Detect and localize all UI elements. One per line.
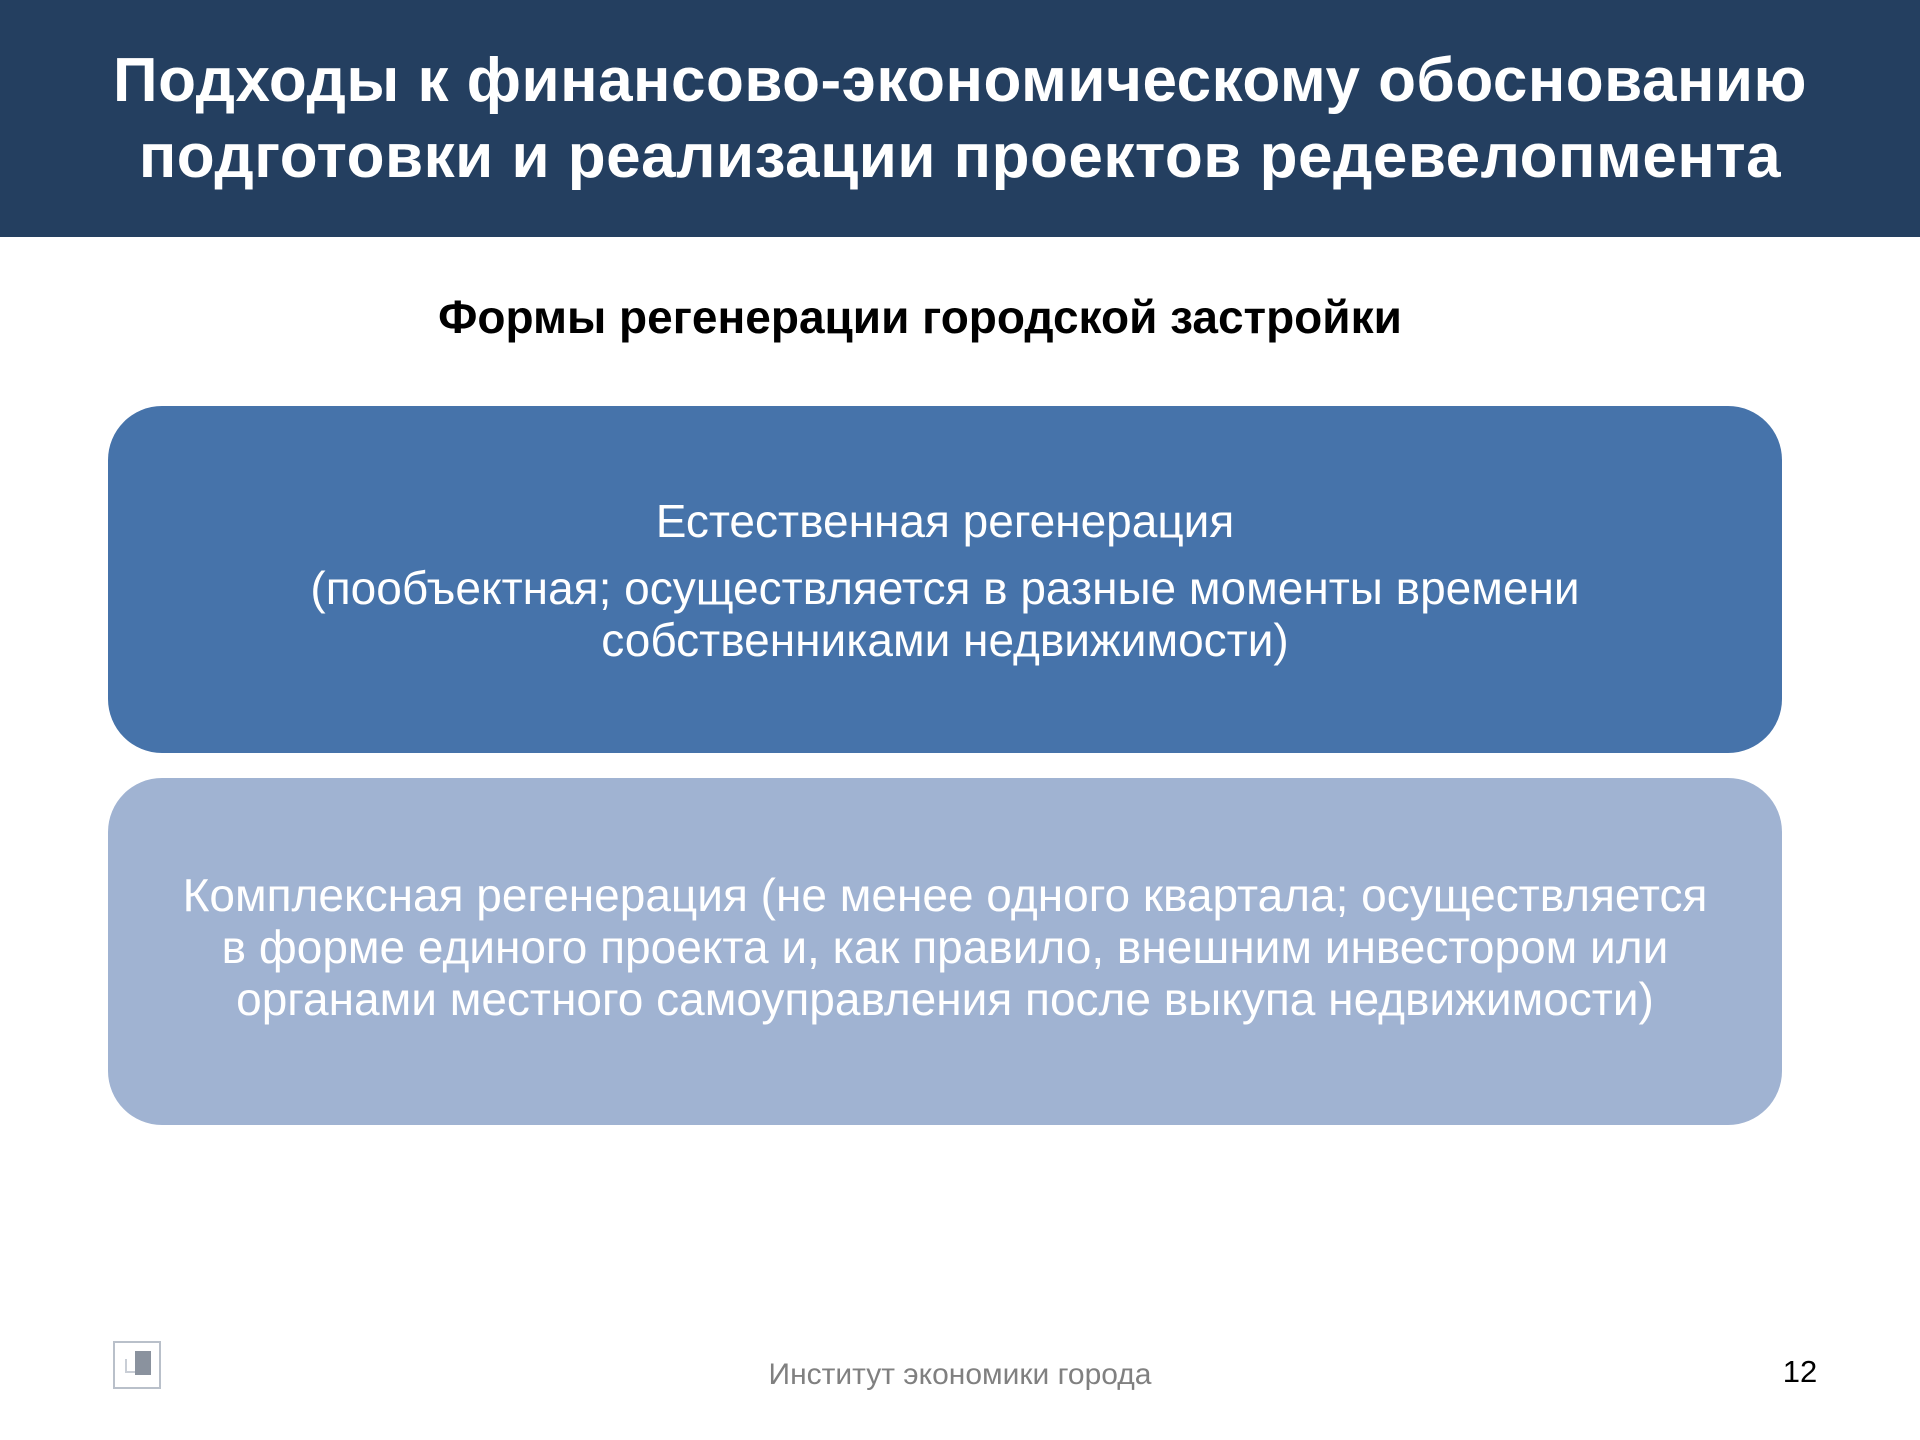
- natural-regeneration-text: (пообъектная; осуществляется в разные моменты времени собственниками недвижимости): [310, 561, 1580, 666]
- slide-subtitle: Формы регенерации городской застройки: [438, 291, 1402, 343]
- slide-header: [0, 0, 1920, 237]
- slide-title-line-1: Подходы к финансово-экономическому обоснованию: [113, 45, 1807, 115]
- natural-regeneration-box: [108, 406, 1782, 753]
- complex-regeneration-box: [108, 778, 1782, 1125]
- natural-regeneration-title: Естественная регенерация: [655, 494, 1235, 547]
- complex-regeneration-text: Комплексная регенерация (не менее одного квартала; осуществляется в форме единого проекта и, как правило, внешним инвестором или органами местного самоуправления после выкупа недвижимости): [182, 868, 1708, 1025]
- slide-title-line-2: подготовки и реализации проектов редевелопмента: [138, 121, 1782, 191]
- page-number: 12: [1782, 1354, 1818, 1389]
- footer-organization: Институт экономики города: [768, 1358, 1152, 1391]
- slide-title: [30, 43, 1890, 195]
